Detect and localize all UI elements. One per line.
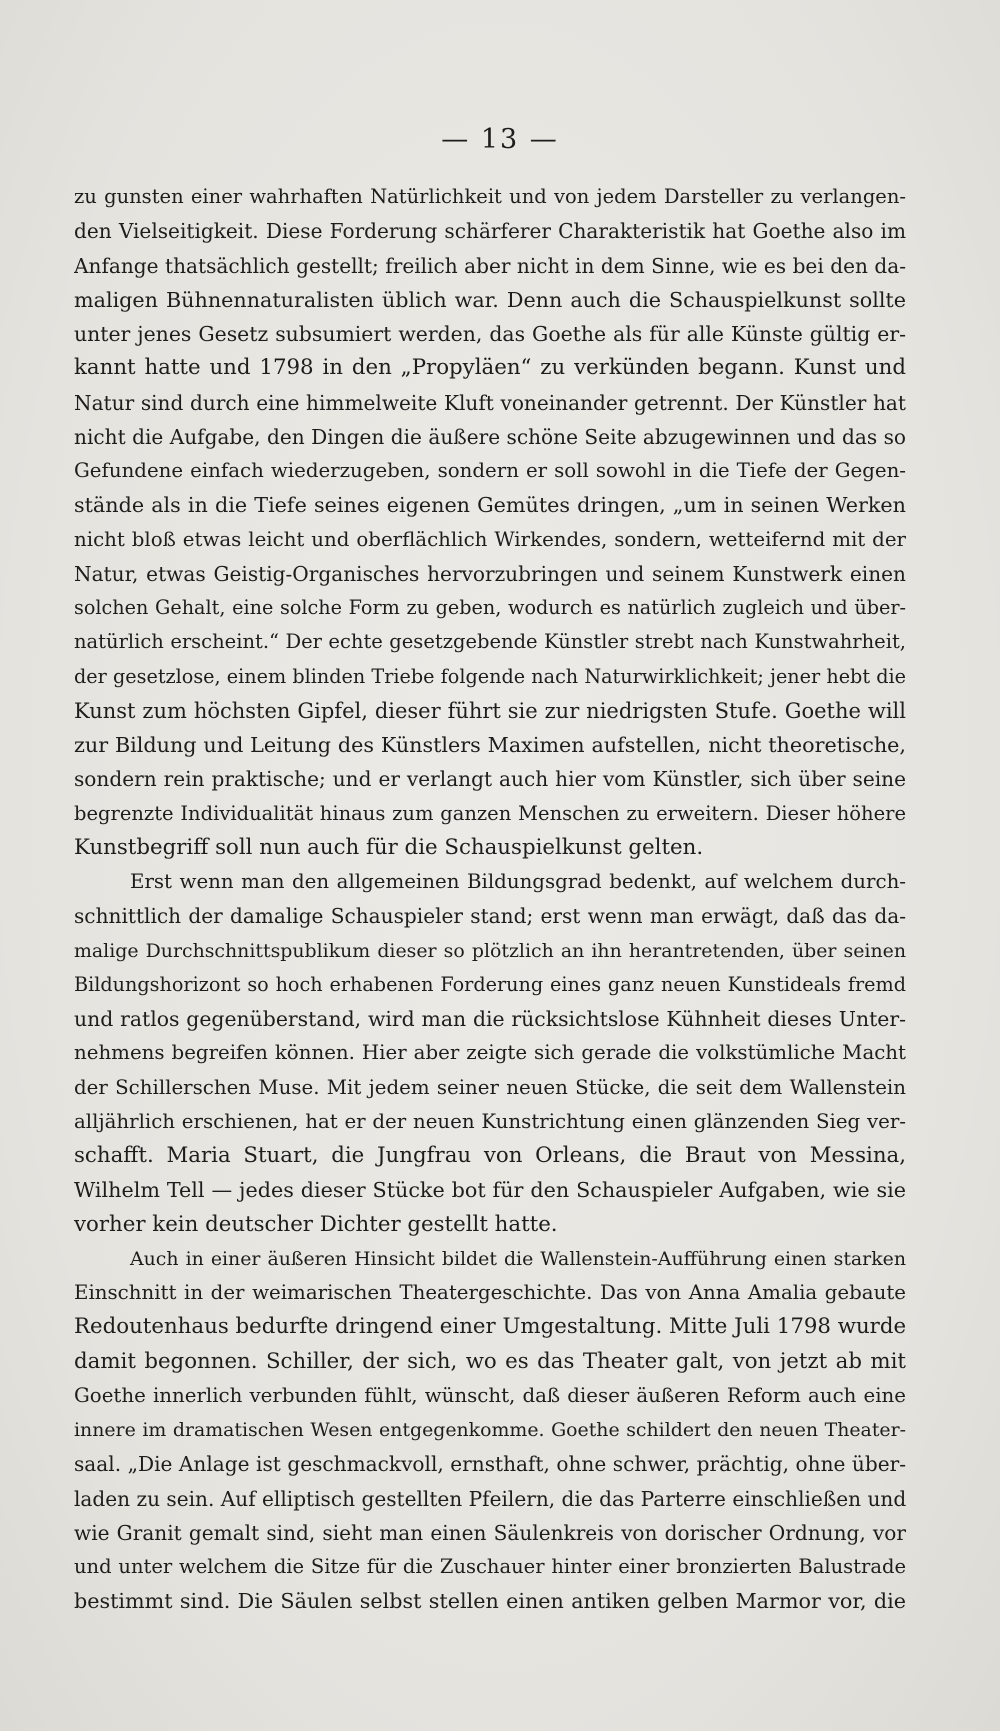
page-number: — 13 — (441, 124, 559, 155)
text-line: natürlich erscheint.“ Der echte gesetzgebende Künstler strebt nach Kunstwahrheit, (74, 630, 906, 654)
text-line: bestimmt sind. Die Säulen selbst stellen einen antiken gelben Marmor vor, die (74, 1589, 906, 1614)
text-line: Gefundene einfach wiederzugeben, sondern er soll sowohl in die Tiefe der Gegen- (74, 459, 906, 482)
body-text (74, 180, 906, 1619)
text-line: zur Bildung und Leitung des Künstlers Maximen aufstellen, nicht theoretische, (74, 733, 906, 757)
text-line: stände als in die Tiefe seines eigenen Gemütes dringen, „um in seinen Werken (74, 493, 906, 518)
text-line: solchen Gehalt, eine solche Form zu geben, wodurch es natürlich zugleich und über- (74, 596, 906, 619)
text-line: nicht bloß etwas leicht und oberflächlich Wirkendes, sondern, wetteifernd mit der (74, 527, 906, 551)
text-line: wie Granit gemalt sind, sieht man einen Säulenkreis von dorischer Ordnung, vor (74, 1520, 906, 1545)
text-line: nicht die Aufgabe, den Dingen die äußere schöne Seite abzugewinnen und das so (74, 424, 906, 449)
text-line: sondern rein praktische; und er verlangt auch hier vom Künstler, sich über seine (74, 767, 906, 792)
text-line: malige Durchschnittspublikum dieser so plötzlich an ihn herantretenden, über seinen (74, 939, 906, 962)
text-line: Redoutenhaus bedurfte dringend einer Umgestaltung. Mitte Juli 1798 wurde (74, 1314, 906, 1340)
text-line: Natur sind durch eine himmelweite Kluft voneinander getrennt. Der Künstler hat (74, 390, 906, 415)
text-line: laden zu sein. Auf elliptisch gestellten Pfeilern, die das Parterre einschließen und (74, 1486, 906, 1511)
text-line: innere im dramatischen Wesen entgegenkomme. Goethe schildert den neuen Theater- (74, 1419, 906, 1441)
text-line: saal. „Die Anlage ist geschmackvoll, ernsthaft, ohne schwer, prächtig, ohne über- (74, 1452, 906, 1477)
text-line: kannt hatte und 1798 in den „Propyläen“ zu verkünden begann. Kunst und (74, 355, 906, 381)
text-line: Goethe innerlich verbunden fühlt, wünscht, daß dieser äußeren Reform auch eine (74, 1383, 906, 1407)
text-line: der Schillerschen Muse. Mit jedem seiner neuen Stücke, die seit dem Wallenstein (74, 1075, 906, 1099)
text-line: und unter welchem die Sitze für die Zuschauer hinter einer bronzierten Balustrade (74, 1555, 906, 1578)
text-line: damit begonnen. Schiller, der sich, wo es das Theater galt, von jetzt ab mit (74, 1348, 906, 1374)
text-line: Anfange thatsächlich gestellt; freilich aber nicht in dem Sinne, wie es bei den da- (74, 253, 906, 278)
text-line: und ratlos gegenüberstand, wird man die rücksichtslose Kühnheit dieses Unter- (74, 1007, 906, 1031)
text-line: vorher kein deutscher Dichter gestellt hatte. (74, 1211, 558, 1237)
text-line: schnittlich der damalige Schauspieler stand; erst wenn man erwägt, daß das da- (74, 904, 906, 929)
text-line: Bildungshorizont so hoch erhabenen Forderung eines ganz neuen Kunstideals fremd (74, 972, 906, 996)
text-line: Kunst zum höchsten Gipfel, dieser führt sie zur niedrigsten Stufe. Goethe will (74, 698, 906, 723)
text-line: Einschnitt in der weimarischen Theatergeschichte. Das von Anna Amalia gebaute (74, 1281, 906, 1304)
text-line: Natur, etwas Geistig-Organisches hervorzubringen und seinem Kunstwerk einen (74, 561, 906, 586)
text-line: nehmens begreifen können. Hier aber zeigte sich gerade die volkstümliche Macht (74, 1041, 906, 1065)
text-line: Erst wenn man den allgemeinen Bildungsgrad bedenkt, auf welchem durch- (130, 870, 906, 893)
text-line: Auch in einer äußeren Hinsicht bildet die Wallenstein-Aufführung einen starken (130, 1247, 906, 1270)
text-line: maligen Bühnennaturalisten üblich war. Denn auch die Schauspielkunst sollte (74, 287, 906, 312)
text-line: zu gunsten einer wahrhaften Natürlichkeit und von jedem Darsteller zu verlangen- (74, 185, 906, 208)
text-line: den Vielseitigkeit. Diese Forderung schärferer Charakteristik hat Goethe also im (74, 219, 906, 244)
text-line: schafft. Maria Stuart, die Jungfrau von Orleans, die Braut von Messina, (74, 1143, 906, 1168)
text-line: unter jenes Gesetz subsumiert werden, das Goethe als für alle Künste gültig er- (74, 322, 906, 346)
text-line: der gesetzlose, einem blinden Triebe folgende nach Naturwirklichkeit; jener hebt die (74, 664, 906, 688)
text-line: alljährlich erschienen, hat er der neuen Kunstrichtung einen glänzenden Sieg ver- (74, 1109, 906, 1133)
text-line: begrenzte Individualität hinaus zum ganzen Menschen zu erweitern. Dieser höhere (74, 801, 906, 825)
text-line: Kunstbegriff soll nun auch für die Schauspielkunst gelten. (74, 834, 704, 860)
text-line: Wilhelm Tell — jedes dieser Stücke bot für den Schauspieler Aufgaben, wie sie (74, 1178, 906, 1203)
